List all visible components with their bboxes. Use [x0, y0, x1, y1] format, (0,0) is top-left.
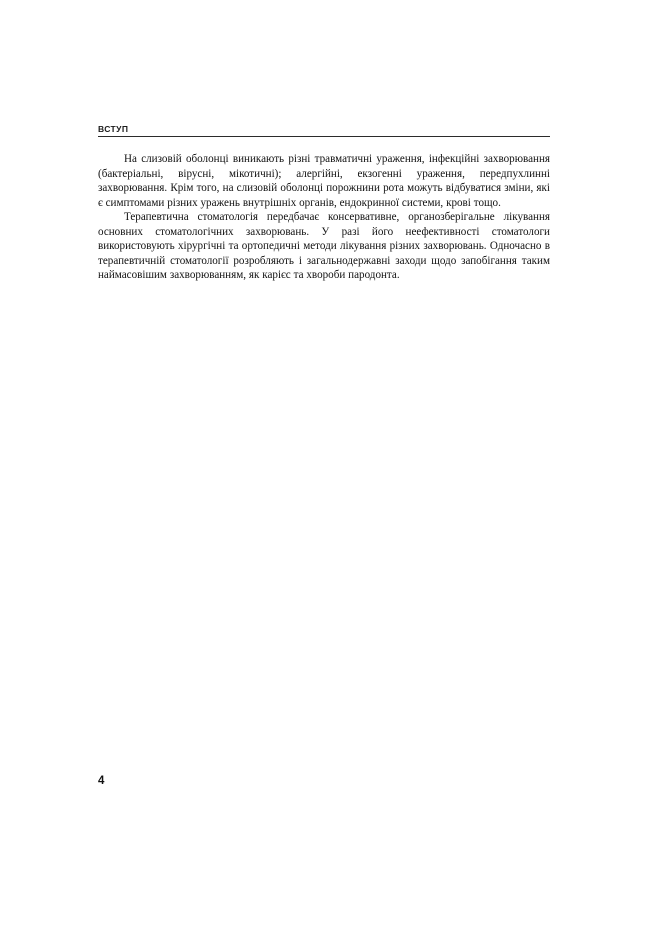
page-header [98, 124, 550, 137]
body-text [98, 152, 550, 283]
page-number: 4 [98, 775, 105, 787]
running-head: ВСТУП [98, 124, 129, 134]
paragraph: На слизовій оболонці виникають різні травматичні ураження, інфекційні захворювання (бактеріальні, вірусні, мікотичні); алергійні, екзогенні ураження, передпухлинні захворювання. Крім того, на слизовій оболонці порожнини рота можуть відбуватися зміни, які є симптомами різних уражень внутрішніх органів, ендокринної системи, крові тощо. [98, 153, 550, 209]
paragraph: Терапевтична стоматологія передбачає консервативне, органозберігальне лікування основних стоматологічних захворювань. У разі його неефективності стоматологи використовують хірургічні та ортопедичні методи лікування різних захворювань. Одночасно в терапевтичній стоматології розробляють і загальнодержавні заходи щодо запобігання таким наймасовішим захворюванням, як карієс та хвороби пародонта. [98, 211, 550, 282]
header-rule [98, 136, 550, 137]
